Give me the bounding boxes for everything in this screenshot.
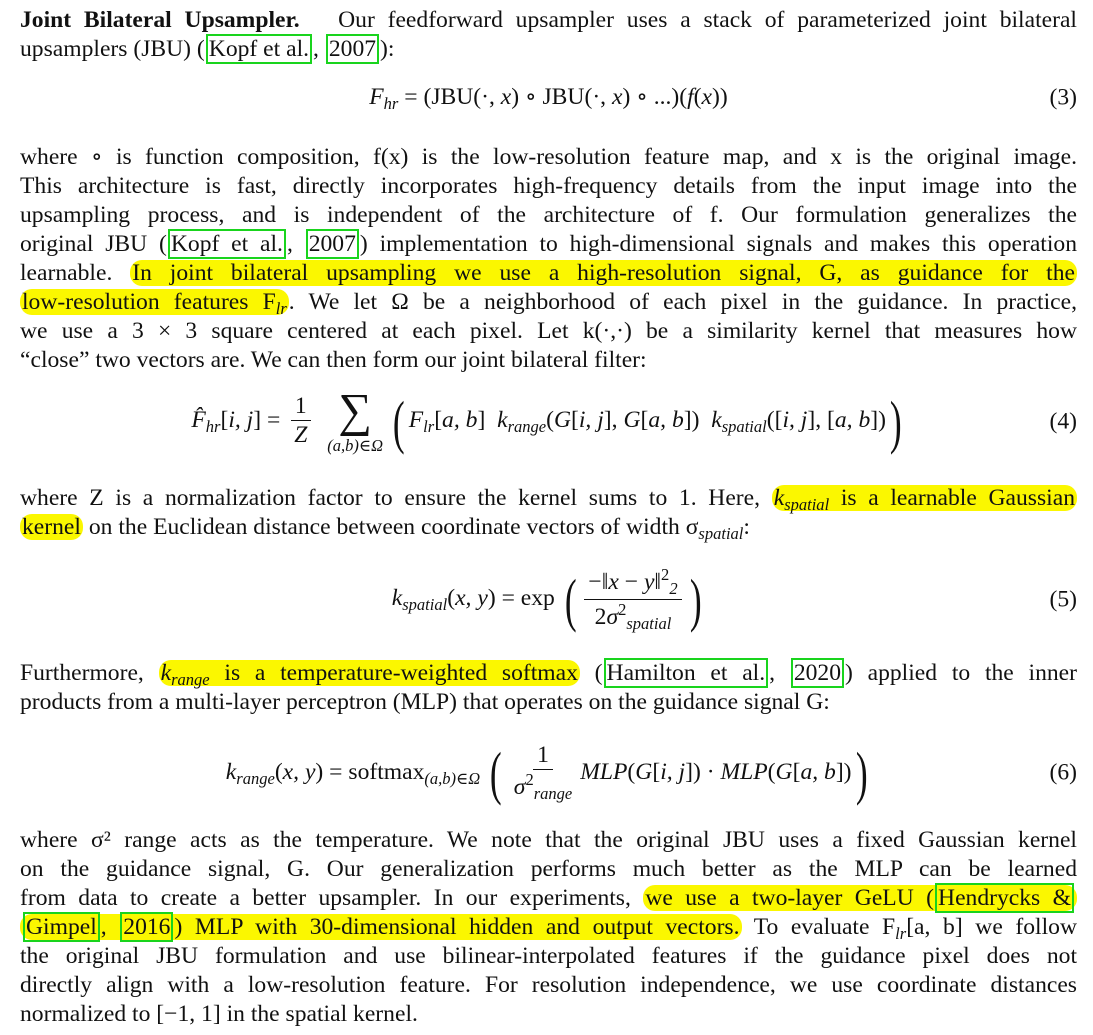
equation-6-number: (6) [1049, 759, 1077, 786]
citation-kopf-year-b[interactable]: 2007 [306, 229, 359, 259]
para3-line-2: products from a multi-layer perceptron (MLP) that operates on the guidance signal G: [20, 689, 830, 715]
para1-line-5: learnable. In joint bilateral upsampling we use a high-resolution signal, G, as guidance for the [20, 260, 1075, 286]
highlight-mlp-30-dim: Gimpel , 2016 ) MLP with 30-dimensional hidden and output vectors. [20, 914, 742, 940]
citation-kopf-year[interactable]: 2007 [326, 34, 379, 64]
equation-3 [20, 68, 1077, 128]
para3-line-1: Furthermore, $k_{range}$ is a temperature-weighted softmax ( Hamilton et al. , 2020 ) applied to the inner [20, 660, 1078, 689]
equation-3-number: (3) [1049, 84, 1077, 111]
highlight-kernel: kernel [22, 514, 81, 540]
para4-line-1: where σ² range acts as the temperature. We note that the original JBU uses a fixed Gaussian kernel [20, 827, 1077, 853]
citation-hamilton-author[interactable]: Hamilton et al. [604, 658, 769, 688]
para4-line-3: from data to create a better upsampler. In our experiments, we use a two-layer GeLU ( Hendrycks & [20, 884, 1077, 913]
para1-line-2: This architecture is fast, directly incorporates high-frequency details from the input image into the [20, 173, 1077, 199]
para2-line-1: where Z is a normalization factor to ensure the kernel sums to 1. Here, $k_{spatial}$ is a learnable Gaussian [20, 485, 1075, 514]
equation-5 [20, 565, 1077, 633]
equation-4-body: $F̂_{hr}[i$, j] = $\frac{1}{Z}$ ∑ (a,b)∈Ω ( $F_{lr}[a$, b] $k_{range}(G[i$, j], G[a, b]) $k_{spatial}([i$, j], [a, b])) [191, 385, 902, 455]
intro-line-1 [20, 6, 1077, 35]
equation-3-body: $F_{hr} = (JBU(\cdot$, x) ∘ JBU(·, x) ∘ ...)(f(x)) [369, 84, 728, 113]
section-heading: Joint Bilateral Upsampler. [20, 7, 300, 33]
citation-kopf-author-b[interactable]: Kopf et al. [168, 229, 286, 259]
equation-6-body: $k_{range}(x$, y) = softmax$_{(a,b)\in\Omega}$ ( $\frac{1}{\sigma^2_{range}}$ MLP(G[i, j]) · MLP(G[a, b])) [225, 739, 868, 806]
equation-4-number: (4) [1049, 408, 1077, 435]
citation-kopf-author[interactable]: Kopf et al. [206, 34, 312, 64]
equation-6 [20, 739, 1077, 806]
highlight-low-res-features: low-resolution features $F_{lr}$ [22, 289, 287, 318]
highlight-joint-bilateral: In joint bilateral upsampling we use a high-resolution signal, G, as guidance for the [132, 260, 1075, 286]
para1-line-6: low-resolution features $F_{lr}$. We let Ω be a neighborhood of each pixel in the guidance. In practice, [22, 289, 1078, 318]
para4-line-2: on the guidance signal, G. Our generalization performs much better as the MLP can be learned [20, 856, 1077, 882]
para1-line-7: we use a 3 × 3 square centered at each pixel. Let k(·,·) be a similarity kernel that measures how [20, 318, 1077, 344]
equation-5-body: $k_{spatial}(x$, y) = exp ( $\frac{-‖x - y‖^2_2}{2\sigma^2_{spatial}}$ ) [391, 565, 702, 633]
para4-line-4: Gimpel , 2016 ) MLP with 30-dimensional hidden and output vectors. To evaluate $F_{lr}[a$, b] we follow [20, 913, 1077, 942]
highlight-k-range: $k_{range}$ is a temperature-weighted softmax [160, 660, 578, 689]
para4-line-7: normalized to [−1, 1] in the spatial kernel. [20, 1001, 418, 1027]
equation-4 [20, 385, 1077, 455]
equation-5-number: (5) [1049, 586, 1077, 613]
intro-text-1: Our feedforward upsampler uses a stack of parameterized joint bilateral [338, 7, 1077, 33]
highlight-two-layer-gelu: we use a two-layer GeLU ( Hendrycks & [643, 885, 1077, 911]
citation-gimpel[interactable]: Gimpel [23, 912, 100, 942]
para1-line-4: original JBU ( Kopf et al. , 2007 ) implementation to high-dimensional signals and makes this operation [20, 231, 1078, 257]
para4-line-6: directly align with a low-resolution feature. For resolution independence, we use coordinate distances [20, 972, 1077, 998]
para1-line-1: where ∘ is function composition, f(x) is the low-resolution feature map, and x is the original image. [20, 144, 1077, 170]
intro-line-2: upsamplers (JBU) ( Kopf et al. , 2007 ): [20, 36, 395, 62]
para1-line-3: upsampling process, and is independent of the architecture of f. Our formulation generalizes the [20, 202, 1077, 228]
highlight-k-spatial: $k_{spatial}$ is a learnable Gaussian [773, 485, 1075, 514]
para1-line-8: “close” two vectors are. We can then form our joint bilateral filter: [20, 347, 647, 373]
citation-hendrycks-year[interactable]: 2016 [120, 912, 173, 942]
citation-hendrycks-author[interactable]: Hendrycks & [935, 883, 1074, 913]
citation-hamilton-year[interactable]: 2020 [791, 658, 844, 688]
para2-line-2: kernel on the Euclidean distance between coordinate vectors of width $\sigma_{spatial}$: [22, 514, 750, 543]
para4-line-5: the original JBU formulation and use bilinear-interpolated features if the guidance pixel does not [20, 943, 1077, 969]
